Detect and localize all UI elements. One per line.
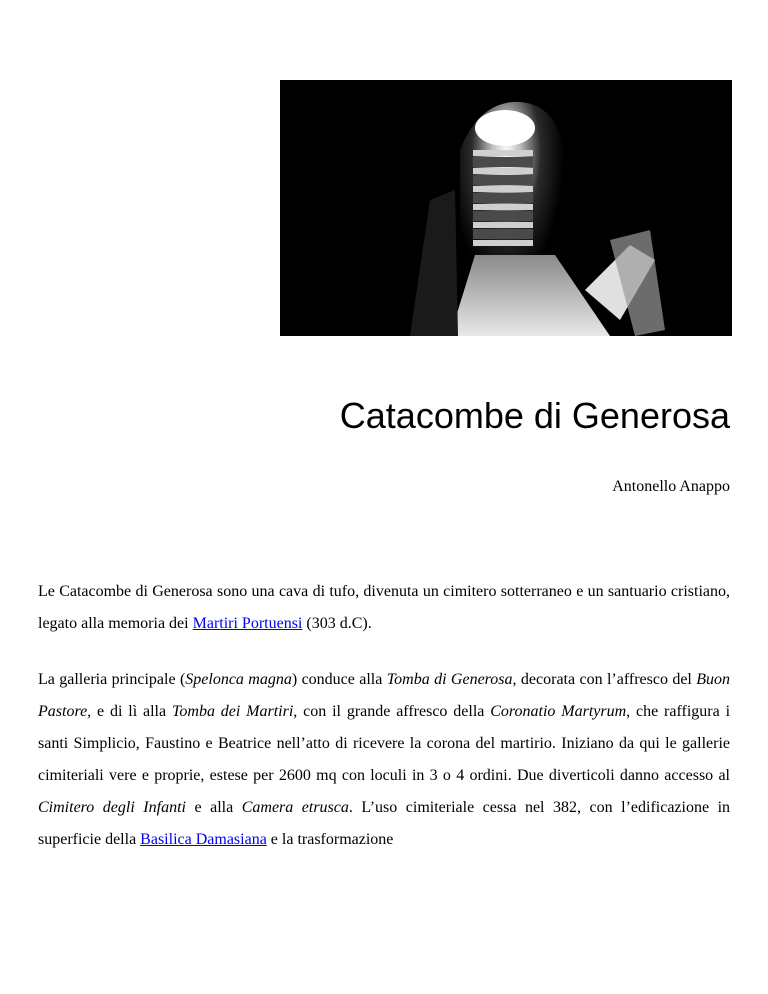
description-paragraph: La galleria principale (Spelonca magna) conduce alla Tomba di Generosa, decorata con l’affresco del Buon Pastore, e di lì alla Tomba dei Martiri, con il grande affresco della Coronatio Martyrum, che raffigura i santi Simplicio, Faustino e Beatrice nell’atto di ricevere la corona del martirio. Iniziano da qui le gallerie cimiteriali vere e proprie, estese per 2600 mq con loculi in 3 o 4 ordini. Due diverticoli danno accesso al Cimitero degli Infanti e alla Camera etrusca. L’uso cimiteriale cessa nel 382, con l’edificazione in superficie della Basilica Damasiana e la trasformazione	[38, 671, 731, 848]
catacomb-photo	[280, 80, 732, 336]
martiri-portuensi-link[interactable]: Martiri Portuensi	[192, 615, 303, 632]
intro-paragraph: Le Catacombe di Generosa sono una cava di tufo, divenuta un cimitero sotterraneo e un santuario cristiano, legato alla memoria dei Martiri Portuensi (303 d.C).	[38, 583, 730, 632]
author-name: Antonello Anappo	[612, 478, 730, 495]
page-title: Catacombe di Generosa	[339, 395, 730, 436]
basilica-damasiana-link[interactable]: Basilica Damasiana	[140, 831, 267, 848]
